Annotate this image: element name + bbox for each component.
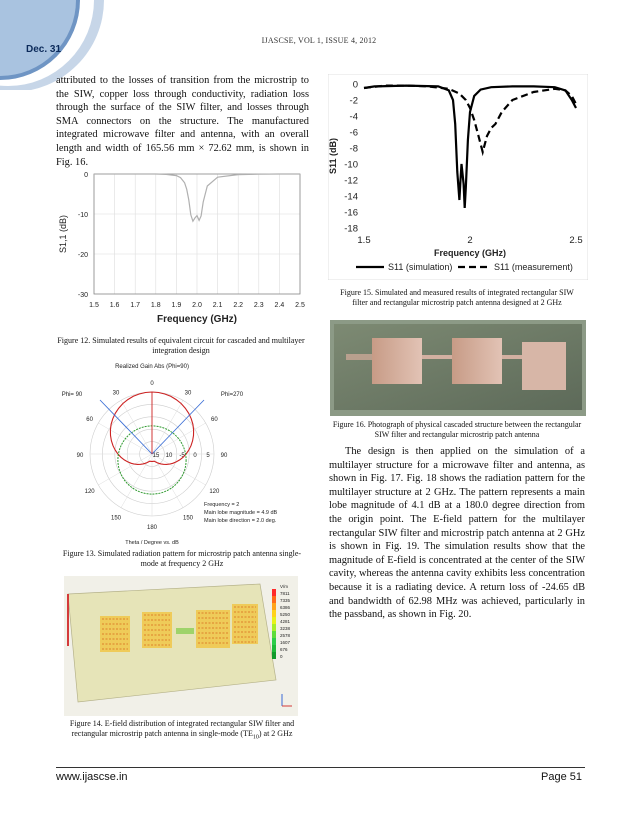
right-paragraph: The design is then applied on the simulation of a multilayer structure for a microwave filter and antenna, as shown in Fig. 17. Fig. 18 shows the radiation pattern for the multilayer structure at 2 GHz. The pattern represents a main lobe magnitude of 4.1 dB at a 180.0 degree direction from the origin point. The E-field pattern for the multilayer rectangular SIW filter and microstrip patch antenna at 2 GHz is shown in Fig. 19. The simulation results show that the magnitude of E-field is concentrated at the center of the SIW cavity, whereas the antenna cavity exhibits less concentration because it is a radiating device. A return loss of -24.65 dB and bandwidth of 62.98 MHz was achieved, particularly in the passband, as shown in Fig. 20.: [329, 446, 585, 621]
angle-label: 150: [182, 515, 194, 522]
angle-label: 90: [220, 453, 228, 459]
x-tick-label: 2.2: [233, 302, 244, 309]
y-tick-label: -18: [344, 223, 358, 235]
x-tick-label: 1.6: [109, 302, 120, 309]
scale-swatch: [272, 610, 276, 617]
angle-label: 120: [84, 489, 95, 495]
field-hotspot: [196, 610, 230, 648]
angle-label: 60: [86, 417, 93, 423]
x-tick-label: 2: [467, 235, 473, 246]
x-tick-label: 1.8: [150, 302, 161, 309]
y-tick-label: -8: [349, 143, 358, 155]
y-tick-label: -10: [344, 159, 358, 171]
radial-label: -5: [179, 453, 185, 459]
scale-value: 7811: [280, 591, 290, 596]
scale-value: 3238: [280, 626, 291, 631]
angle-label: 120: [209, 489, 220, 495]
scale-value: 676: [280, 647, 288, 652]
scale-swatch: [272, 652, 276, 659]
fig12-chart: [52, 166, 314, 334]
polar-info: Main lobe direction = 2.0 deg.: [204, 518, 277, 524]
x-tick-label: 2.0: [192, 302, 202, 309]
y-tick-label: -4: [349, 111, 358, 123]
y-axis-label: S11 (dB): [328, 137, 338, 175]
legend-label-measurement: S11 (measurement): [494, 262, 573, 272]
journal-header: IJASCSE, VOL 1, ISSUE 4, 2012: [261, 36, 377, 45]
x-tick-label: 2.3: [253, 302, 264, 309]
scale-value: 6386: [280, 605, 291, 610]
footer-divider: [56, 767, 585, 768]
fig14-efield-image: [64, 576, 298, 716]
polar-title: Realized Gain Abs (Phi=90): [115, 364, 189, 370]
fig16-caption: Figure 16. Photograph of physical cascaded structure between the rectangular SIW filter and rectangular microstrip patch antenna: [332, 420, 582, 439]
scale-value: 0: [280, 654, 283, 659]
y-tick-label: -12: [344, 175, 358, 187]
fig16-photograph: [330, 320, 586, 416]
scale-swatch: [272, 596, 276, 603]
scale-swatch: [272, 617, 276, 624]
x-tick-label: 1.9: [171, 302, 182, 309]
s11-simulation-line: [364, 86, 576, 208]
scale-swatch: [272, 603, 276, 610]
phi-right-label: Phi=270: [220, 392, 244, 398]
radial-label: 15: [152, 453, 160, 459]
field-hotspot: [100, 616, 130, 652]
scale-value: 5250: [280, 612, 291, 617]
scale-value: 7335: [280, 598, 291, 603]
scale-swatch: [272, 624, 276, 631]
scale-swatch: [272, 631, 276, 638]
field-hotspot: [232, 604, 258, 644]
fig12-caption: Figure 12. Simulated results of equivalent circuit for cascaded and multilayer integration design: [57, 336, 305, 355]
scale-value: V/m: [280, 584, 289, 589]
y-tick-label: -16: [344, 207, 358, 219]
radial-label: 10: [165, 453, 173, 459]
beam-line: [100, 400, 152, 454]
x-tick-label: 1.5: [89, 302, 99, 309]
footer-url: www.ijascse.in: [56, 771, 128, 783]
issue-date: Dec. 31: [26, 44, 62, 55]
scale-value: 2578: [280, 633, 291, 638]
y-tick-label: -20: [77, 252, 88, 259]
field-hotspot: [142, 612, 172, 648]
angle-label: 150: [110, 515, 122, 522]
y-tick-label: -6: [349, 127, 358, 139]
y-tick-label: 0: [352, 79, 358, 91]
x-tick-label: 1.5: [357, 235, 371, 246]
scale-swatch: [272, 645, 276, 652]
scale-value: 1607: [280, 640, 291, 645]
y-tick-label: 0: [84, 172, 88, 179]
angle-label: 180: [146, 525, 158, 531]
radial-label: 5: [206, 453, 210, 459]
x-axis-label: Frequency (GHz): [156, 314, 238, 325]
x-tick-label: 2.5: [569, 235, 583, 246]
footer-page-number: Page 51: [541, 771, 582, 783]
radial-label: 0: [193, 453, 197, 459]
fig13-radiation-pattern: [56, 358, 306, 546]
polar-info: Main lobe magnitude = 4.9 dB: [204, 510, 278, 516]
angle-label: 30: [112, 390, 120, 397]
angle-label: 60: [211, 417, 218, 423]
x-tick-label: 1.7: [130, 302, 141, 309]
phi-left-label: Phi= 90: [61, 392, 83, 398]
y-tick-label: -2: [349, 95, 358, 107]
polar-info: Frequency = 2: [204, 502, 240, 508]
y-tick-label: -30: [77, 292, 88, 299]
polar-x-label: Theta / Degree vs. dB: [125, 540, 179, 546]
x-tick-label: 2.4: [274, 302, 285, 309]
angle-label: 0: [150, 381, 154, 387]
legend-label-simulation: S11 (simulation): [388, 262, 453, 272]
y-tick-label: -14: [344, 191, 358, 203]
x-axis-label: Frequency (GHz): [433, 248, 507, 258]
fig15-caption: Figure 15. Simulated and measured results of integrated rectangular SIW filter and rectangular microstrip patch antenna designed at 2 GHz: [340, 288, 574, 307]
scale-swatch: [272, 638, 276, 645]
fig14-caption: Figure 14. E-field distribution of integrated rectangular SIW filter and rectangular microstrip patch antenna in single-mode $(TE_{10})$ at 2 GHz: [69, 719, 295, 741]
x-tick-label: 2.1: [212, 302, 223, 309]
angle-label: 30: [184, 390, 192, 397]
fig15-chart: [328, 74, 588, 280]
angle-label: 90: [76, 453, 84, 459]
fig13-caption: Figure 13. Simulated radiation pattern for microstrip patch antenna single-mode at frequency 2 GHz: [62, 549, 302, 568]
left-paragraph: attributed to the losses of transition from the microstrip to the SIW, copper loss through conductivity, radiation loss through the surface of the SIW filter, and losses through SMA connectors on the structure. The manufactured integrated microwave filter and antenna, with an overall length and width of 165.56 mm × 72.62 mm, is shown in Fig. 16.: [56, 75, 309, 168]
y-tick-label: -10: [77, 212, 88, 219]
x-tick-label: 2.5: [295, 302, 305, 309]
field-line: [176, 628, 194, 634]
scale-swatch: [272, 589, 276, 596]
scale-value: 4281: [280, 619, 291, 624]
y-axis-label: S1,1 (dB): [58, 214, 68, 254]
